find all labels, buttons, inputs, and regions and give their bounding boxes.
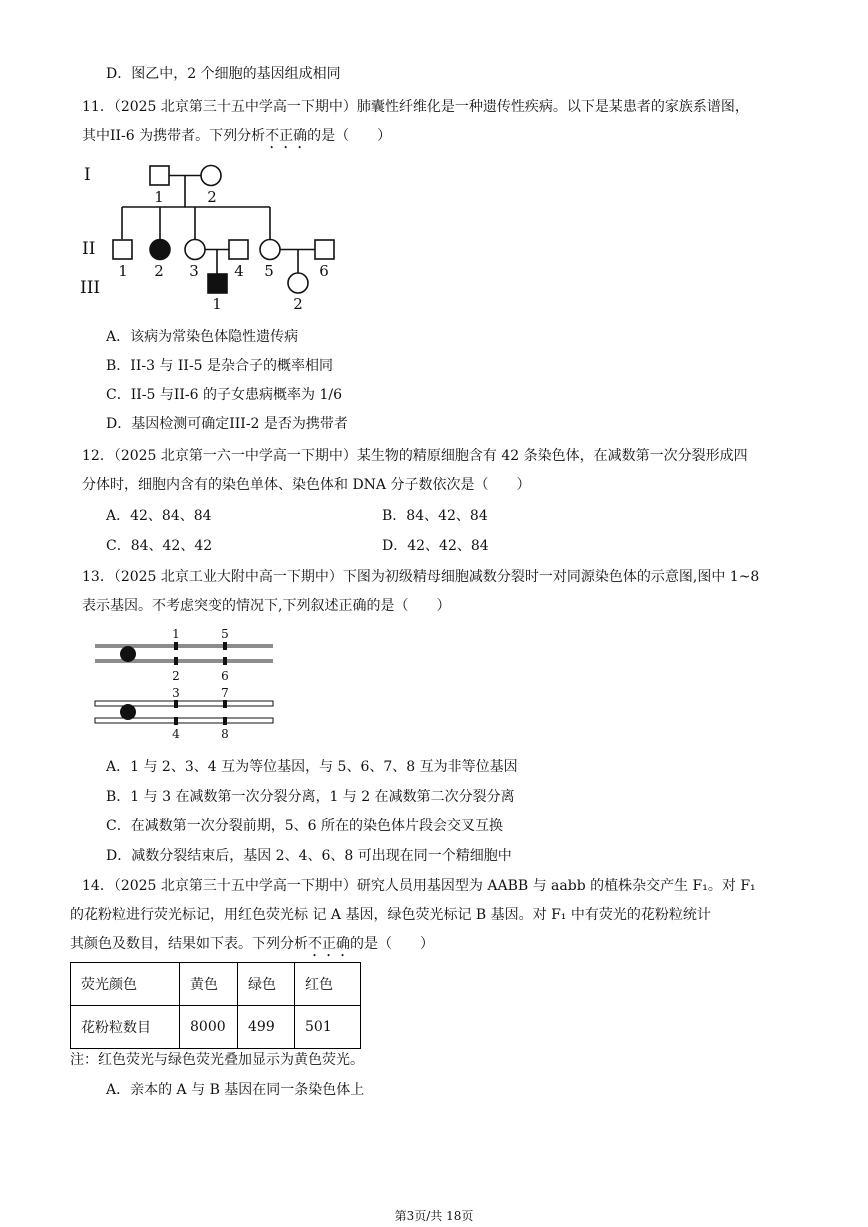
pedigree-gen-ii-label: II xyxy=(82,239,96,259)
centromere-lower xyxy=(120,704,136,720)
q13-stem-line2: 表示基因。不考虑突变的情况下,下列叙述正确的是（ ） xyxy=(82,598,451,614)
gene-label-6: 6 xyxy=(221,669,229,683)
q14-stem-pre: 其颜色及数目，结果如下表。下列分析 xyxy=(70,936,308,952)
fluorescence-table xyxy=(70,962,361,1049)
pedigree-label-ii6: 6 xyxy=(319,262,329,280)
pedigree-ii5-female xyxy=(260,240,280,260)
q14-note: 注：红色荧光与绿色荧光叠加显示为黄色荧光。 xyxy=(70,1052,364,1068)
table-row xyxy=(71,1006,361,1049)
pedigree-ii1-male xyxy=(113,240,132,259)
table-header-cell: 绿色 xyxy=(238,963,295,1006)
q11-option-b: B．II-3 与 II-5 是杂合子的概率相同 xyxy=(106,358,334,374)
q12-stem-line1: 12．（2025 北京第一六一中学高一下期中）某生物的精原细胞含有 42 条染色体，在减数第一次分裂形成四 xyxy=(82,448,748,464)
gene-label-1: 1 xyxy=(172,627,180,641)
pedigree-gen-i-label: I xyxy=(84,165,91,185)
pedigree-label-ii1: 1 xyxy=(118,262,128,280)
q13-option-d: D．减数分裂结束后，基因 2、4、6、8 可出现在同一个精细胞中 xyxy=(106,848,512,864)
pedigree-ii3-female xyxy=(185,240,205,260)
q11-stem-post: 的是（ ） xyxy=(307,128,392,144)
chromatid-upper-2 xyxy=(95,659,273,663)
q11-stem-pre: 其中II-6 为携带者。下列分析 xyxy=(82,128,266,144)
q11-option-c: C．II-5 与II-6 的子女患病概率为 1/6 xyxy=(106,387,342,403)
q11-stem-line2 xyxy=(82,126,391,152)
q12-option-a: A．42、84、84 xyxy=(106,508,212,524)
table-header-cell: 红色 xyxy=(295,963,361,1006)
chromatid-lower-1 xyxy=(95,701,273,706)
table-header-cell: 黄色 xyxy=(180,963,238,1006)
q11-stem-line1: 11．（2025 北京第三十五中学高一下期中）肺囊性纤维化是一种遗传性疾病。以下是某患者的家族系谱图， xyxy=(82,99,749,115)
pedigree-label-i2: 2 xyxy=(207,188,217,206)
pedigree-label-iii2: 2 xyxy=(293,295,303,313)
pedigree-iii1-affected-male xyxy=(208,274,227,293)
table-cell: 499 xyxy=(238,1006,295,1049)
pedigree-label-ii5: 5 xyxy=(264,262,274,280)
table-cell: 8000 xyxy=(180,1006,238,1049)
q14-stem-line2: 的花粉粒进行荧光标记，用红色荧光标 记 A 基因，绿色荧光标记 B 基因。对 F₁ 中有荧光的花粉粒统计 xyxy=(70,907,711,923)
q13-stem-line1: 13．（2025 北京工业大附中高一下期中）下图为初级精母细胞减数分裂时一对同源染色体的示意图,图中 1~8 xyxy=(82,569,760,585)
gene-label-4: 4 xyxy=(172,727,180,741)
gene-label-2: 2 xyxy=(172,669,180,683)
pedigree-label-ii3: 3 xyxy=(189,262,199,280)
homologous-chromosome-diagram xyxy=(90,625,280,745)
pedigree-label-i1: 1 xyxy=(154,188,164,206)
pedigree-i2-female xyxy=(201,166,221,186)
table-cell: 501 xyxy=(295,1006,361,1049)
pedigree-ii2-affected-female xyxy=(150,240,170,260)
gene-label-8: 8 xyxy=(221,727,229,741)
pedigree-label-ii4: 4 xyxy=(234,262,244,280)
q11-option-a: A．该病为常染色体隐性遗传病 xyxy=(106,329,299,345)
gene-label-7: 7 xyxy=(221,686,229,700)
pedigree-chart xyxy=(70,155,360,315)
q13-option-b: B．1 与 3 在减数第一次分裂分离，1 与 2 在减数第二次分裂分离 xyxy=(106,789,515,805)
q11-option-d: D．基因检测可确定III-2 是否为携带者 xyxy=(106,416,348,432)
pedigree-i1-male xyxy=(150,166,169,185)
gene-label-5: 5 xyxy=(221,627,229,641)
table-header-row xyxy=(71,963,361,1006)
pedigree-ii6-male xyxy=(315,240,334,259)
q11-stem-emphasis: 不正确 xyxy=(265,128,308,144)
q12-option-d: D．42、42、84 xyxy=(382,538,489,554)
centromere-upper xyxy=(120,646,136,662)
q12-stem-line2: 分体时，细胞内含有的染色单体、染色体和 DNA 分子数依次是（ ） xyxy=(82,477,531,493)
table-header-cell: 荧光颜色 xyxy=(71,963,180,1006)
chromatid-lower-2 xyxy=(95,718,273,723)
q14-stem-line1: 14．（2025 北京第三十五中学高一下期中）研究人员用基因型为 AABB 与 aabb 的植株杂交产生 F₁。对 F₁ xyxy=(82,878,756,894)
q14-stem-line3 xyxy=(70,934,434,960)
table-cell: 花粉粒数目 xyxy=(71,1006,180,1049)
q14-stem-emphasis: 不正确 xyxy=(308,936,350,952)
pedigree-label-iii1: 1 xyxy=(212,295,222,313)
q13-option-c: C．在减数第一次分裂前期，5、6 所在的染色体片段会交叉互换 xyxy=(106,818,503,834)
q14-option-a: A．亲本的 A 与 B 基因在同一条染色体上 xyxy=(106,1082,365,1098)
gene-label-3: 3 xyxy=(172,686,180,700)
q13-option-a: A．1 与 2、3、4 互为等位基因，与 5、6、7、8 互为非等位基因 xyxy=(106,759,518,775)
chromatid-upper-1 xyxy=(95,644,273,648)
pedigree-ii4-male xyxy=(229,240,248,259)
q10-option-d: D．图乙中，2 个细胞的基因组成相同 xyxy=(106,66,341,82)
q12-option-c: C．84、42、42 xyxy=(106,538,213,554)
page-footer: 第3页/共 18页 xyxy=(394,1209,474,1223)
pedigree-label-ii2: 2 xyxy=(154,262,164,280)
pedigree-iii2-female xyxy=(288,273,308,293)
pedigree-gen-iii-label: III xyxy=(80,278,101,298)
q12-option-b: B．84、42、84 xyxy=(382,508,488,524)
q14-stem-post: 的是（ ） xyxy=(350,936,434,952)
